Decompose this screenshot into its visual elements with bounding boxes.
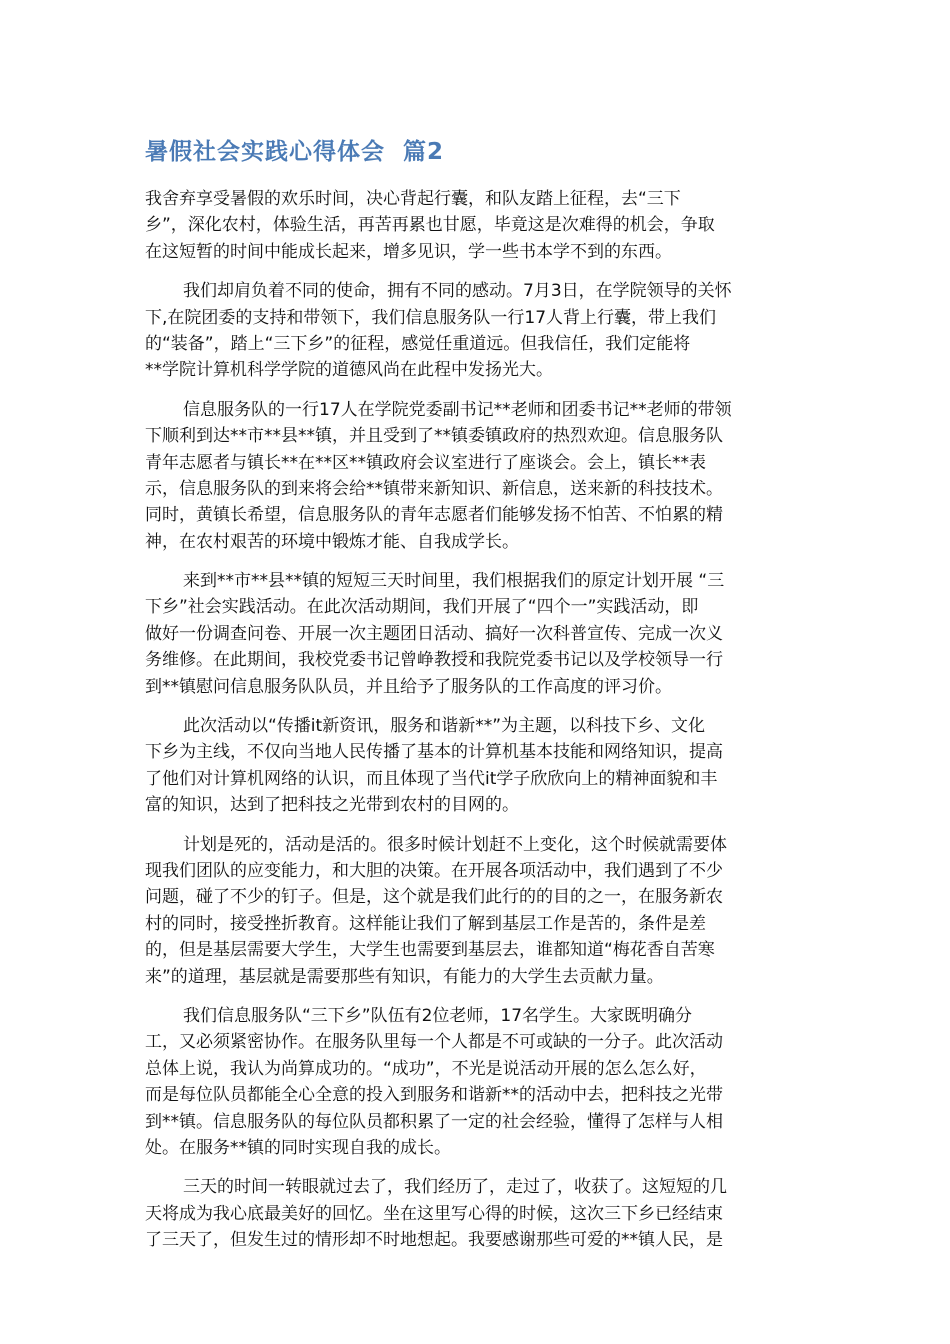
paragraph-line: 到**镇。信息服务队的每位队员都积累了一定的社会经验，懂得了怎样与人相 bbox=[145, 1111, 723, 1132]
paragraph-line: 来”的道理，基层就是需要那些有知识，有能力的大学生去贡献力量。 bbox=[145, 966, 664, 987]
paragraph-line: 了他们对计算机网络的认识，而且体现了当代it学子欣欣向上的精神面貌和丰 bbox=[145, 768, 718, 789]
paragraph-line: 到**镇慰问信息服务队队员，并且给予了服务队的工作高度的评习价。 bbox=[145, 676, 672, 697]
paragraph-line: 我舍弃享受暑假的欢乐时间，决心背起行囊，和队友踏上征程，去“三下 bbox=[145, 189, 681, 209]
paragraph-line: 务维修。在此期间，我校党委书记曾峥教授和我院党委书记以及学校领导一行 bbox=[145, 650, 723, 671]
paragraph-line: 下顺利到达**市**县**镇，并且受到了**镇委镇政府的热烈欢迎。信息服务队 bbox=[145, 426, 723, 447]
paragraph-line: 工，又必须紧密协作。在服务队里每一个人都是不可或缺的一分子。此次活动 bbox=[145, 1032, 723, 1053]
paragraph-line: 村的同时，接受挫折教育。这样能让我们了解到基层工作是苦的，条件是差 bbox=[145, 913, 706, 934]
paragraph-line: 在这短暂的时间中能成长起来，增多见识，学一些书本学不到的东西。 bbox=[145, 241, 672, 262]
paragraph bbox=[145, 397, 805, 555]
paragraph-line: 乡”，深化农村，体验生活，再苦再累也甘愿，毕竟这是次难得的机会，争取 bbox=[145, 215, 715, 236]
paragraph-line: 神，在农村艰苦的环境中锻炼才能、自我成学长。 bbox=[145, 531, 519, 552]
document-title bbox=[145, 134, 444, 170]
paragraph-line: 下乡”社会实践活动。在此次活动期间，我们开展了“四个一”实践活动，即 bbox=[145, 597, 699, 618]
paragraph-line: 此次活动以“传播it新资讯，服务和谐新**”为主题，以科技下乡、文化 bbox=[183, 716, 706, 737]
paragraph-line: 下,在院团委的支持和带领下，我们信息服务队一行17人背上行囊，带上我们 bbox=[145, 307, 717, 328]
paragraph bbox=[145, 713, 805, 819]
document-title-part: 篇2 bbox=[403, 139, 445, 165]
paragraph bbox=[145, 1174, 805, 1253]
paragraph-line: 问题，碰了不少的钉子。但是，这个就是我们此行的的目的之一，在服务新农 bbox=[145, 887, 723, 908]
paragraph-line: 三天的时间一转眼就过去了，我们经历了，走过了，收获了。这短短的几 bbox=[183, 1177, 727, 1198]
paragraph-line: 计划是死的，活动是活的。很多时候计划赶不上变化，这个时候就需要体 bbox=[183, 834, 727, 855]
paragraph-line: 下乡为主线，不仅向当地人民传播了基本的计算机基本技能和网络知识，提高 bbox=[145, 742, 723, 763]
document-title-text: 暑假社会实践心得体会 bbox=[145, 139, 385, 165]
paragraph-line: **学院计算机科学学院的道德风尚在此程中发扬光大。 bbox=[145, 360, 553, 381]
paragraph-line: 现我们团队的应变能力，和大胆的决策。在开展各项活动中，我们遇到了不少 bbox=[145, 860, 723, 881]
paragraph-line: 做好一份调查问卷、开展一次主题团日活动、搞好一次科普宣传、完成一次义 bbox=[145, 623, 723, 644]
paragraph-line: 示，信息服务队的到来将会给**镇带来新知识、新信息，送来新的科技技术。 bbox=[145, 478, 723, 499]
paragraph-line: 总体上说，我认为尚算成功的。“成功”，不光是说活动开展的怎么怎么好， bbox=[145, 1058, 707, 1079]
paragraph-line: 信息服务队的一行17人在学院党委副书记**老师和团委书记**老师的带领 bbox=[183, 399, 732, 420]
paragraph bbox=[145, 278, 805, 384]
paragraph-line: 同时，黄镇长希望，信息服务队的青年志愿者们能够发扬不怕苦、不怕累的精 bbox=[145, 505, 723, 526]
paragraph bbox=[145, 832, 805, 990]
paragraph-line: 的“装备”，踏上“三下乡”的征程，感觉任重道远。但我信任，我们定能将 bbox=[145, 333, 691, 354]
paragraph-line: 我们却肩负着不同的使命，拥有不同的感动。7月3日，在学院领导的关怀 bbox=[183, 281, 732, 302]
paragraph-line: 青年志愿者与镇长**在**区**镇政府会议室进行了座谈会。会上，镇长**表 bbox=[145, 452, 706, 473]
paragraph bbox=[145, 568, 805, 700]
paragraph-line: 天将成为我心底最美好的回忆。坐在这里写心得的时候，这次三下乡已经结束 bbox=[145, 1203, 723, 1224]
paragraph-line: 富的知识，达到了把科技之光带到农村的目网的。 bbox=[145, 795, 519, 816]
paragraph bbox=[145, 1003, 805, 1161]
paragraph-line: 来到**市**县**镇的短短三天时间里，我们根据我们的原定计划开展 “三 bbox=[183, 571, 725, 592]
paragraph-line: 的，但是基层需要大学生，大学生也需要到基层去，谁都知道“梅花香自苦寒 bbox=[145, 940, 715, 961]
paragraph-line: 处。在服务**镇的同时实现自我的成长。 bbox=[145, 1137, 451, 1158]
paragraph-line: 而是每位队员都能全心全意的投入到服务和谐新**的活动中去，把科技之光带 bbox=[145, 1085, 723, 1106]
paragraph bbox=[145, 186, 805, 265]
paragraph-line: 我们信息服务队“三下乡”队伍有2位老师，17名学生。大家既明确分 bbox=[183, 1005, 693, 1026]
paragraph-line: 了三天了，但发生过的情形却不时地想起。我要感谢那些可爱的**镇人民，是 bbox=[145, 1230, 723, 1251]
document-body bbox=[145, 186, 805, 1266]
